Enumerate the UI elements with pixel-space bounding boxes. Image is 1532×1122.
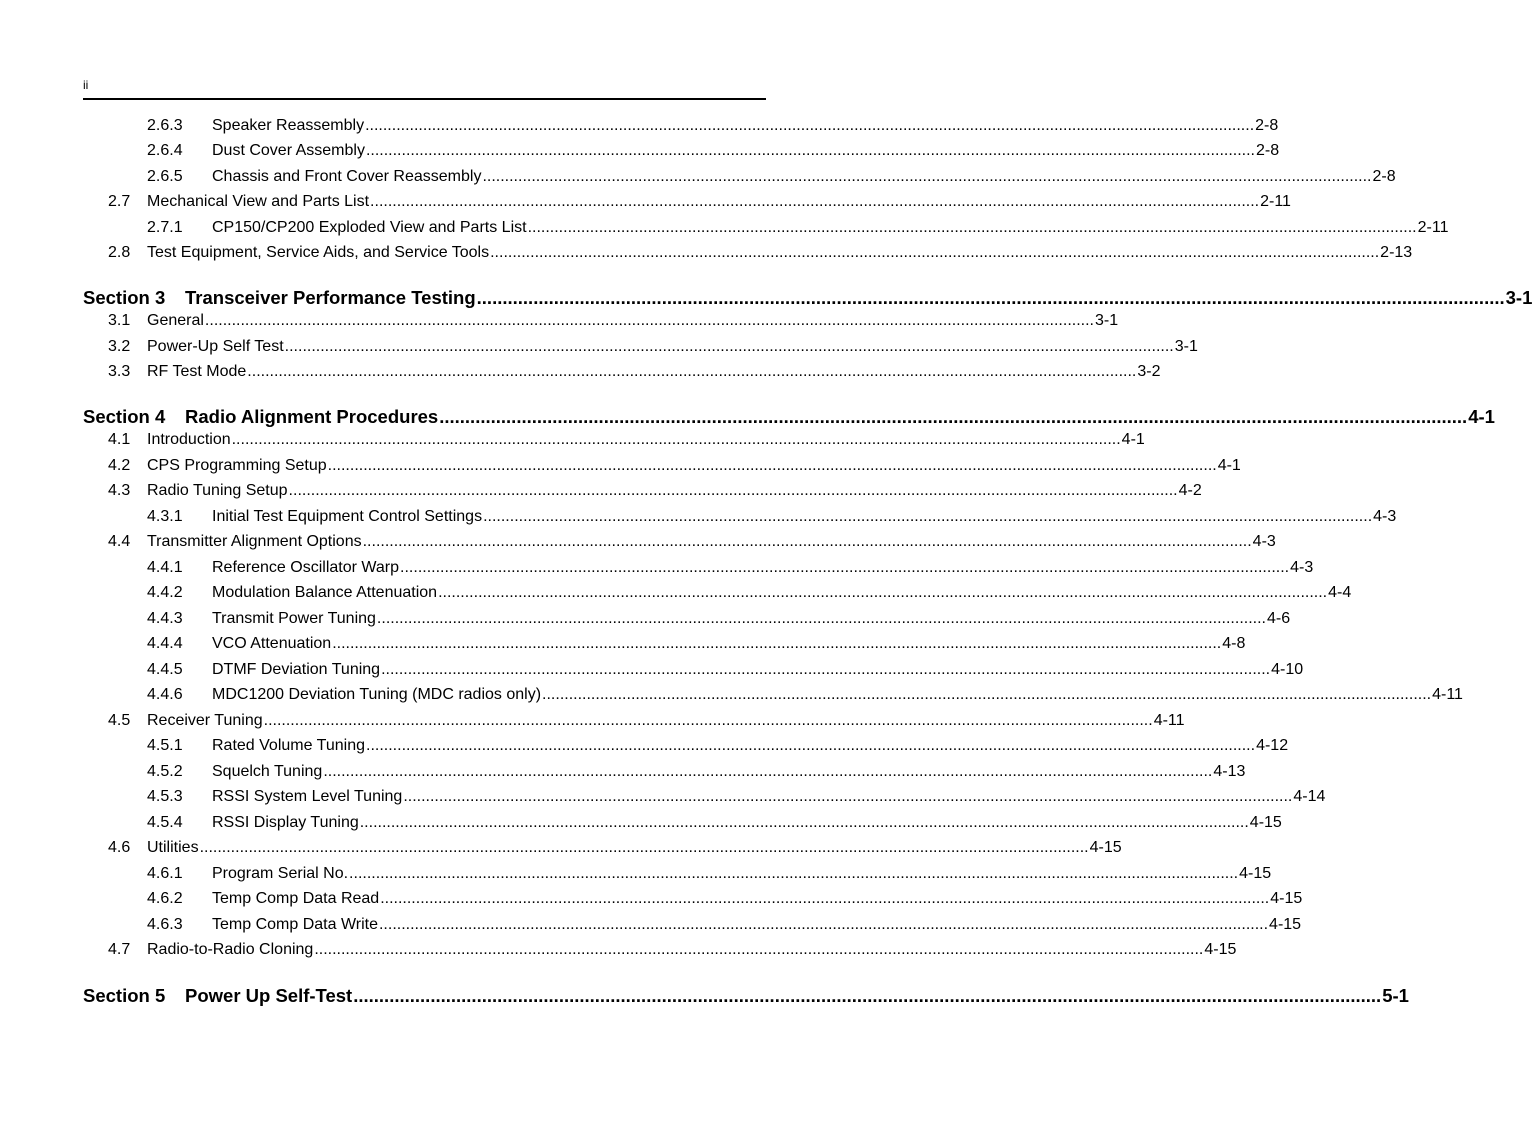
dot-leader: ........................................................................................................................................................................................................	[327, 457, 1217, 474]
entry-page: 4-15	[1204, 941, 1237, 958]
entry-page: 4-3	[1290, 559, 1314, 576]
toc-entry[interactable]	[108, 532, 1276, 552]
entry-number: 4.5.1	[147, 737, 183, 754]
entry-page: 4-13	[1213, 763, 1246, 780]
entry-number: 4.6.2	[147, 890, 183, 907]
entry-title: Initial Test Equipment Control Settings	[212, 508, 483, 525]
entry-number: 4.4.4	[147, 635, 183, 652]
dot-leader: ........................................................................................................................................................................................................	[482, 168, 1372, 185]
entry-page: 2-8	[1255, 117, 1279, 134]
entry-title: Rated Volume Tuning	[212, 737, 365, 754]
entry-number: 2.6.4	[147, 142, 183, 159]
entry-number: 4.7	[108, 941, 131, 958]
entry-title: RSSI System Level Tuning	[212, 788, 403, 805]
toc-entry[interactable]	[147, 507, 1397, 527]
entry-page: 4-11	[1153, 712, 1185, 729]
dot-leader: ........................................................................................................................................................................................................	[439, 406, 1468, 427]
dot-leader: ........................................................................................................................................................................................................	[490, 244, 1380, 261]
dot-leader: ........................................................................................................................................................................................................	[199, 839, 1089, 856]
dot-leader: ........................................................................................................................................................................................................	[438, 584, 1328, 601]
entry-number: 2.7.1	[147, 219, 183, 236]
dot-leader: ........................................................................................................................................................................................................	[231, 431, 1121, 448]
entry-number: 2.8	[108, 244, 131, 261]
entry-page: 4-14	[1293, 788, 1326, 805]
toc-entry[interactable]	[108, 337, 1198, 357]
entry-number: 4.6.1	[147, 865, 183, 882]
toc-entry[interactable]	[147, 915, 1302, 935]
toc-entry[interactable]	[108, 362, 1161, 382]
entry-page: 4-3	[1252, 533, 1276, 550]
entry-title: Mechanical View and Parts List	[147, 193, 370, 210]
section-page: 5-1	[1382, 985, 1409, 1006]
toc-entry[interactable]	[147, 660, 1304, 680]
toc-entry[interactable]	[147, 141, 1280, 161]
toc-entry[interactable]	[147, 609, 1291, 629]
dot-leader: ........................................................................................................................................................................................................	[527, 219, 1417, 236]
dot-leader: ........................................................................................................................................................................................................	[542, 686, 1432, 703]
dot-leader: ........................................................................................................................................................................................................	[403, 788, 1293, 805]
entry-page: 4-1	[1121, 431, 1145, 448]
entry-number: 4.6	[108, 839, 131, 856]
toc-entry[interactable]	[108, 192, 1291, 212]
entry-title: DTMF Deviation Tuning	[212, 661, 381, 678]
entry-page: 2-11	[1417, 219, 1449, 236]
entry-number: 4.4.5	[147, 661, 183, 678]
entry-number: 4.4.6	[147, 686, 183, 703]
entry-title: Utilities	[147, 839, 199, 856]
dot-leader: ........................................................................................................................................................................................................	[370, 193, 1260, 210]
toc-entry[interactable]	[147, 583, 1352, 603]
section-page: 4-1	[1468, 406, 1495, 427]
entry-title: Introduction	[147, 431, 231, 448]
entry-page: 4-12	[1256, 737, 1289, 754]
dot-leader: ........................................................................................................................................................................................................	[366, 737, 1256, 754]
entry-title: Dust Cover Assembly	[212, 142, 365, 159]
entry-page: 4-8	[1222, 635, 1246, 652]
entry-number: 2.6.5	[147, 168, 183, 185]
entry-number: 3.3	[108, 363, 131, 380]
entry-title: Transmitter Alignment Options	[147, 533, 362, 550]
toc-entry[interactable]	[108, 481, 1202, 501]
toc-entry[interactable]	[147, 787, 1326, 807]
entry-title: Temp Comp Data Read	[212, 890, 380, 907]
entry-page: 4-15	[1270, 890, 1303, 907]
toc-section-heading[interactable]	[83, 406, 1495, 428]
section-number: Section 4	[83, 406, 166, 427]
page-number: ii	[83, 78, 89, 92]
entry-page: 3-2	[1137, 363, 1161, 380]
toc-entry[interactable]	[108, 243, 1413, 263]
entry-title: VCO Attenuation	[212, 635, 332, 652]
dot-leader: ........................................................................................................................................................................................................	[349, 865, 1239, 882]
entry-page: 2-11	[1260, 193, 1291, 210]
entry-number: 4.4.3	[147, 610, 183, 627]
entry-page: 4-15	[1249, 814, 1282, 831]
entry-title: Transmit Power Tuning	[212, 610, 376, 627]
entry-page: 2-13	[1380, 244, 1413, 261]
dot-leader: ........................................................................................................................................................................................................	[483, 508, 1373, 525]
entry-number: 4.5.2	[147, 763, 183, 780]
section-number: Section 3	[83, 287, 166, 308]
entry-title: Radio Tuning Setup	[147, 482, 288, 499]
entry-page: 4-6	[1266, 610, 1291, 627]
dot-leader: ........................................................................................................................................................................................................	[332, 635, 1222, 652]
entry-title: CPS Programming Setup	[147, 457, 327, 474]
toc-section-heading[interactable]	[83, 287, 1532, 309]
section-title: Radio Alignment Procedures	[185, 406, 439, 427]
entry-page: 2-8	[1372, 168, 1396, 185]
entry-title: Temp Comp Data Write	[212, 916, 378, 933]
entry-title: Radio-to-Radio Cloning	[147, 941, 314, 958]
entry-page: 4-2	[1178, 482, 1202, 499]
entry-title: RF Test Mode	[147, 363, 247, 380]
toc-entry[interactable]	[147, 167, 1396, 187]
dot-leader: ........................................................................................................................................................................................................	[353, 985, 1382, 1006]
entry-number: 4.3	[108, 482, 131, 499]
entry-number: 2.7	[108, 193, 131, 210]
dot-leader: ........................................................................................................................................................................................................	[314, 941, 1204, 958]
entry-number: 3.1	[108, 312, 131, 329]
toc-entry[interactable]	[108, 311, 1119, 331]
toc-entry[interactable]	[147, 685, 1463, 705]
dot-leader: ........................................................................................................................................................................................................	[284, 338, 1174, 355]
entry-number: 4.2	[108, 457, 131, 474]
entry-page: 4-3	[1373, 508, 1397, 525]
toc-section-heading[interactable]	[83, 985, 1409, 1007]
toc-entry[interactable]	[147, 558, 1314, 578]
dot-leader: ........................................................................................................................................................................................................	[381, 661, 1271, 678]
dot-leader: ........................................................................................................................................................................................................	[380, 890, 1270, 907]
dot-leader: ........................................................................................................................................................................................................	[204, 312, 1094, 329]
dot-leader: ........................................................................................................................................................................................................	[376, 610, 1266, 627]
entry-number: 4.4	[108, 533, 131, 550]
entry-number: 4.4.2	[147, 584, 183, 601]
dot-leader: ........................................................................................................................................................................................................	[365, 142, 1255, 159]
toc-entry[interactable]	[108, 838, 1122, 858]
toc-entry[interactable]	[108, 456, 1241, 476]
dot-leader: ........................................................................................................................................................................................................	[362, 533, 1252, 550]
entry-number: 4.5.4	[147, 814, 183, 831]
entry-number: 4.6.3	[147, 916, 183, 933]
entry-title: Squelch Tuning	[212, 763, 323, 780]
toc-entry[interactable]	[108, 711, 1185, 731]
entry-title: Reference Oscillator Warp	[212, 559, 400, 576]
dot-leader: ........................................................................................................................................................................................................	[365, 117, 1255, 134]
toc-entry[interactable]	[147, 864, 1272, 884]
entry-page: 4-11	[1432, 686, 1463, 703]
toc-entry[interactable]	[147, 218, 1449, 238]
entry-page: 4-15	[1239, 865, 1272, 882]
dot-leader: ........................................................................................................................................................................................................	[378, 916, 1269, 933]
entry-number: 4.5.3	[147, 788, 183, 805]
toc-entry[interactable]	[108, 430, 1145, 450]
toc-entry[interactable]	[147, 736, 1289, 756]
entry-title: Chassis and Front Cover Reassembly	[212, 168, 482, 185]
entry-title: Receiver Tuning	[147, 712, 263, 729]
dot-leader: ........................................................................................................................................................................................................	[323, 763, 1213, 780]
entry-number: 3.2	[108, 338, 131, 355]
entry-number: 4.5	[108, 712, 131, 729]
entry-page: 4-15	[1089, 839, 1122, 856]
toc-entry[interactable]	[147, 634, 1246, 654]
entry-title: Test Equipment, Service Aids, and Service Tools	[147, 244, 490, 261]
entry-page: 4-10	[1271, 661, 1304, 678]
dot-leader: ........................................................................................................................................................................................................	[247, 363, 1137, 380]
section-number: Section 5	[83, 985, 166, 1006]
entry-page: 4-15	[1269, 916, 1302, 933]
toc-entry[interactable]	[147, 889, 1303, 909]
entry-title: Speaker Reassembly	[212, 117, 365, 134]
toc-entry[interactable]	[147, 813, 1282, 833]
entry-title: Power-Up Self Test	[147, 338, 284, 355]
entry-number: 4.4.1	[147, 559, 183, 576]
entry-title: General	[147, 312, 204, 329]
entry-page: 2-8	[1256, 142, 1280, 159]
toc-entry[interactable]	[147, 762, 1246, 782]
entry-title: CP150/CP200 Exploded View and Parts List	[212, 219, 527, 236]
dot-leader: ........................................................................................................................................................................................................	[476, 287, 1505, 308]
entry-page: 4-4	[1328, 584, 1352, 601]
toc-entry[interactable]	[147, 116, 1279, 136]
entry-page: 4-1	[1217, 457, 1241, 474]
toc-entry[interactable]	[108, 940, 1237, 960]
entry-title: Program Serial No.	[212, 865, 349, 882]
section-title: Power Up Self-Test	[185, 985, 353, 1006]
entry-page: 3-1	[1174, 338, 1198, 355]
entry-page: 3-1	[1094, 312, 1119, 329]
entry-title: RSSI Display Tuning	[212, 814, 359, 831]
section-page: 3-1	[1505, 287, 1532, 308]
entry-number: 2.6.3	[147, 117, 183, 134]
header-rule	[83, 98, 766, 100]
entry-number: 4.3.1	[147, 508, 183, 525]
dot-leader: ........................................................................................................................................................................................................	[263, 712, 1153, 729]
entry-title: MDC1200 Deviation Tuning (MDC radios only)	[212, 686, 542, 703]
dot-leader: ........................................................................................................................................................................................................	[288, 482, 1178, 499]
entry-number: 4.1	[108, 431, 131, 448]
section-title: Transceiver Performance Testing	[185, 287, 476, 308]
dot-leader: ........................................................................................................................................................................................................	[359, 814, 1249, 831]
entry-title: Modulation Balance Attenuation	[212, 584, 438, 601]
dot-leader: ........................................................................................................................................................................................................	[400, 559, 1290, 576]
